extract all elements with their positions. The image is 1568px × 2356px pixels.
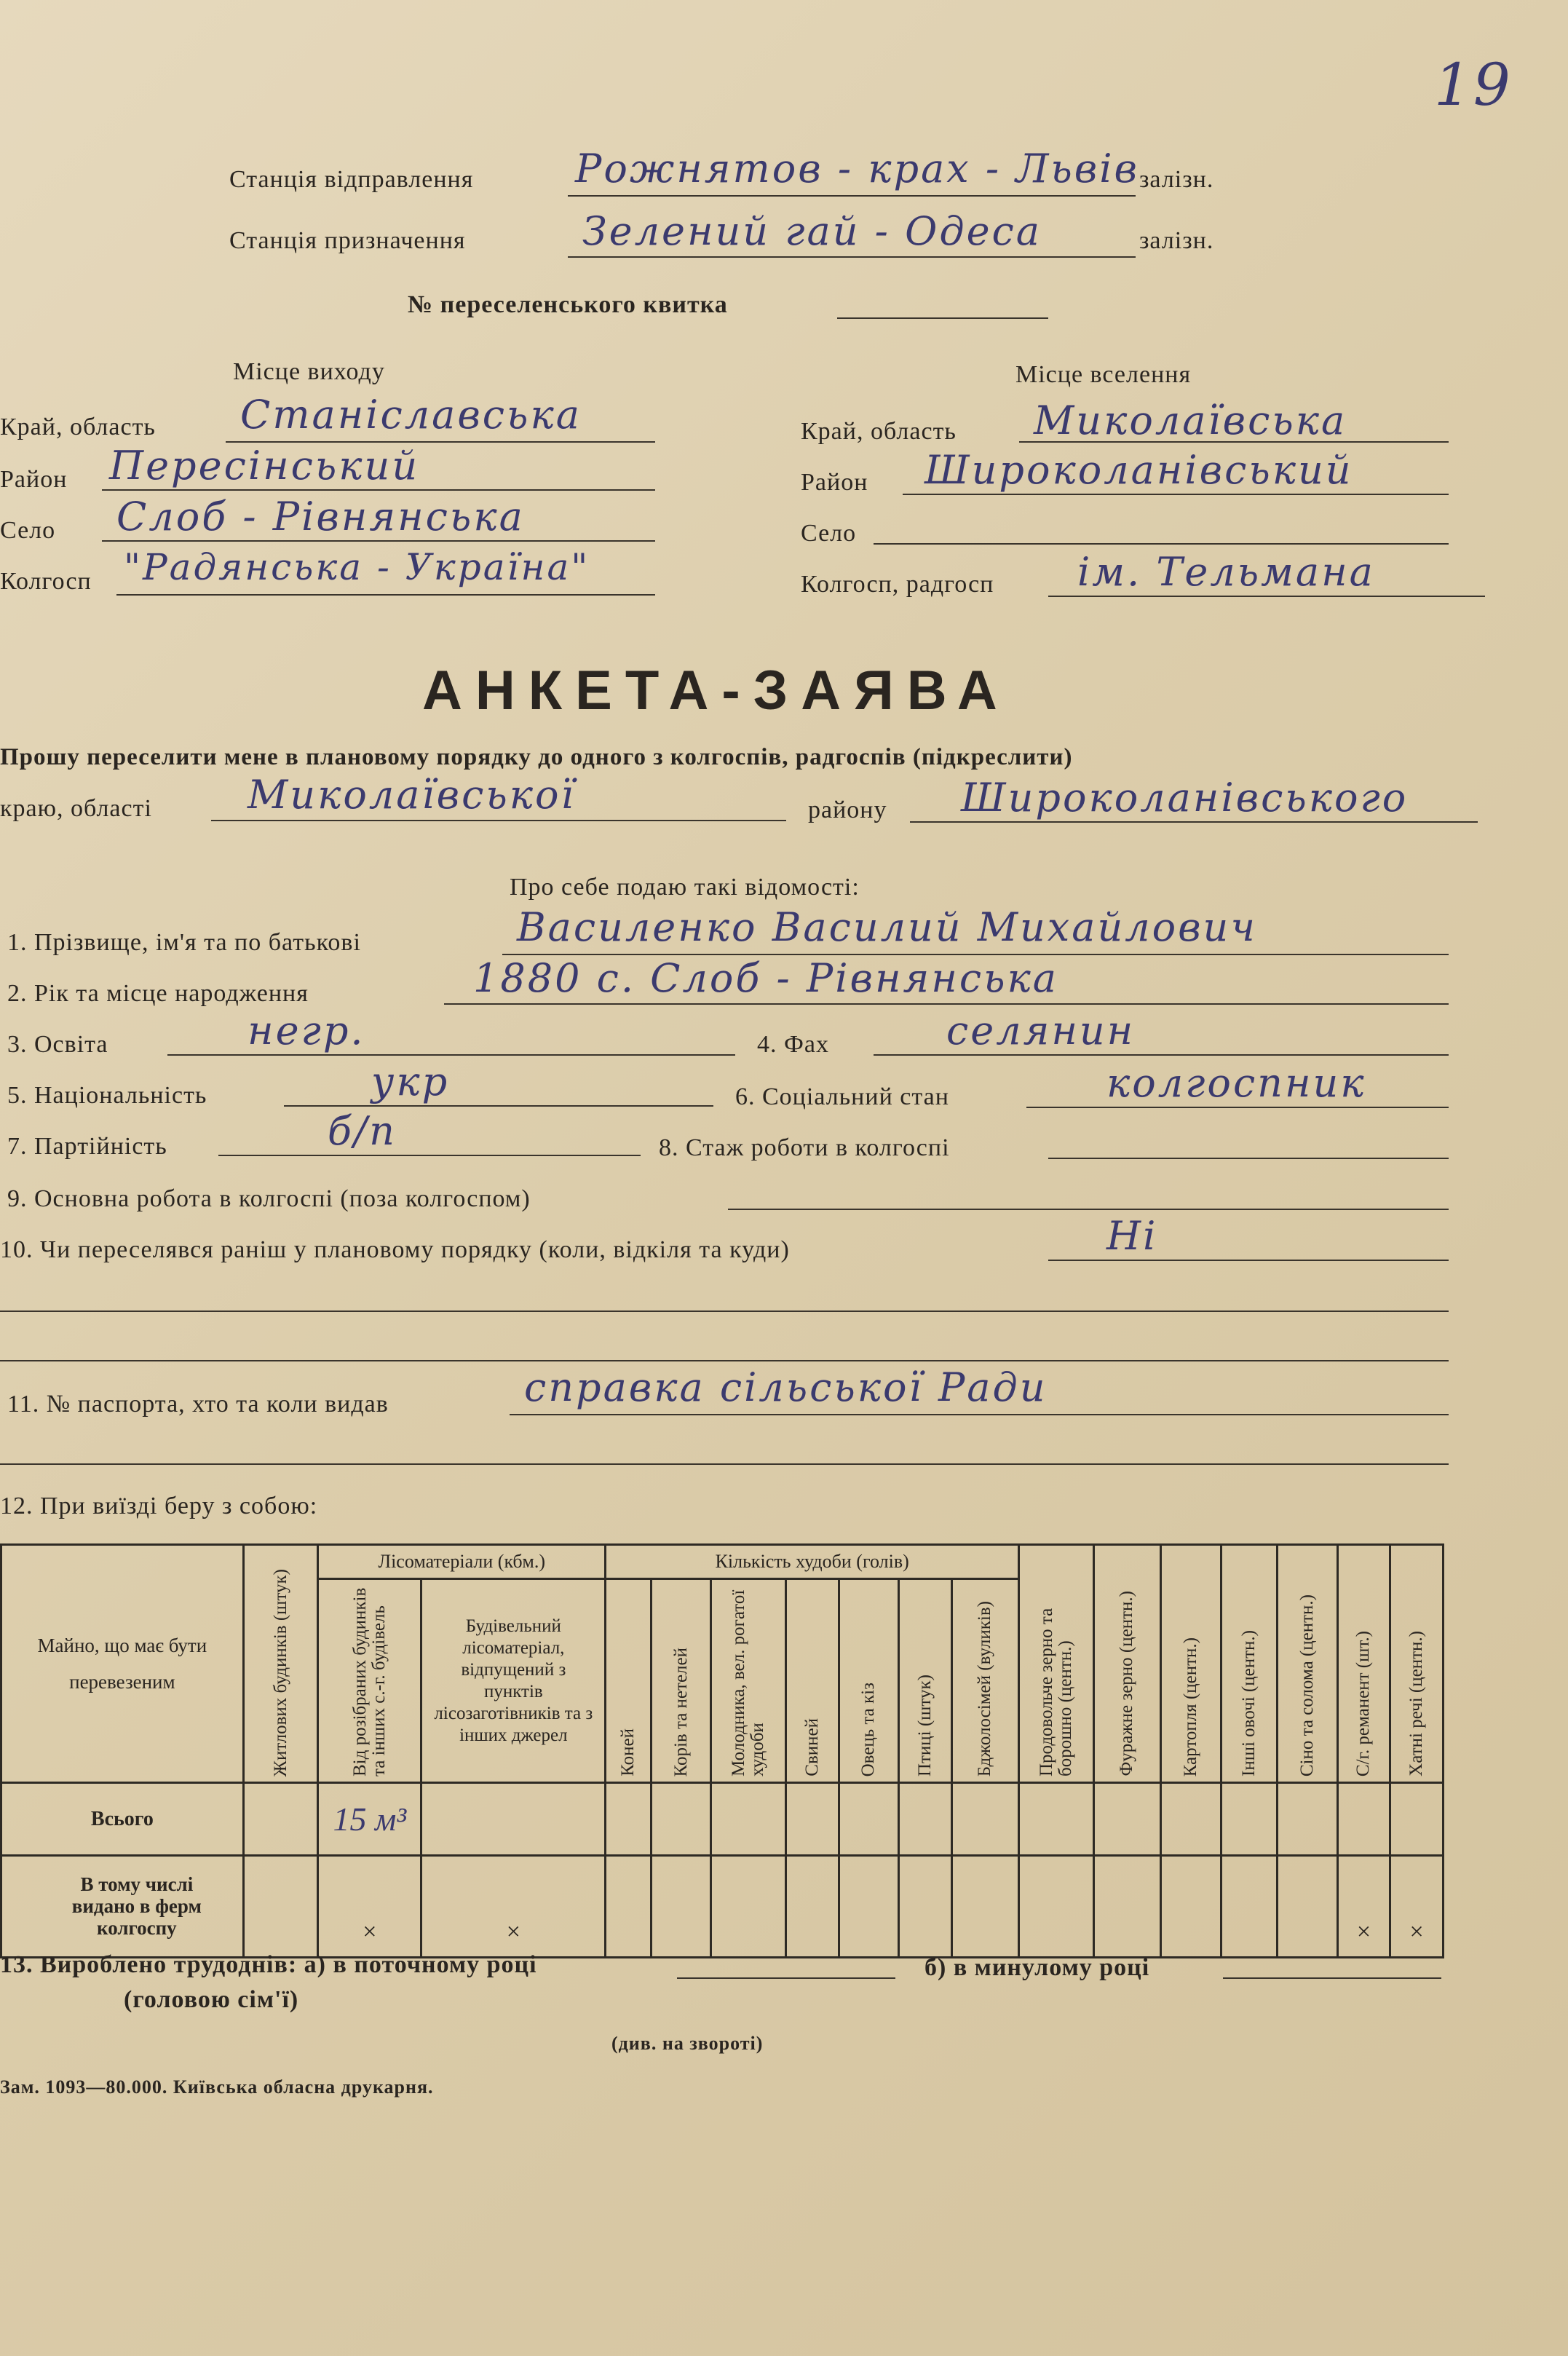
- col-potato: Картопля (центн.): [1161, 1545, 1221, 1783]
- field-2-value: 1880 с. Слоб - Рівнянська: [473, 955, 1058, 1001]
- origin-district-label: Район: [0, 466, 68, 493]
- field-8-label: 8. Стаж роботи в колгоспі: [659, 1134, 950, 1161]
- workdays-label: 13. Вироблено трудоднів: а) в поточному році: [0, 1951, 537, 1978]
- field-6-label: 6. Соціальний стан: [735, 1083, 949, 1110]
- field-12-label: 12. При виїзді беру з собою:: [0, 1493, 318, 1519]
- group-cattle: Кількість худоби (голів): [606, 1545, 1019, 1579]
- col-inventory: С/г. реманент (шт.): [1337, 1545, 1390, 1783]
- form-title: АНКЕТА-ЗАЯВА: [422, 660, 1010, 722]
- origin-district-value: Пересінський: [109, 443, 420, 489]
- destination-kolkhoz-value: ім. Тельмана: [1077, 549, 1375, 595]
- col-buildings: Житлових будинків (штук): [243, 1545, 318, 1783]
- table-row-total: [1, 1783, 1444, 1856]
- origin-region-label: Край, область: [0, 414, 156, 440]
- row-farm-cross-1: ×: [318, 1856, 421, 1958]
- col-bees: Бджолосімей (вуликів): [951, 1579, 1018, 1783]
- destination-district-value: Широколанівський: [924, 447, 1353, 493]
- field-11-label: 11. № паспорта, хто та коли видав: [7, 1391, 389, 1418]
- turn-over-note: (див. на звороті): [611, 2033, 764, 2054]
- col-pigs: Свиней: [785, 1579, 839, 1783]
- railway-suffix-2: залізн.: [1139, 227, 1214, 254]
- printer-note: Зам. 1093—80.000. Київська обласна друкарня.: [0, 2076, 434, 2098]
- col-fodder: Фуражне зерно (центн.): [1093, 1545, 1160, 1783]
- field-6-value: колгоспник: [1106, 1060, 1366, 1106]
- row-total-timber-dismantled: 15 м³: [318, 1783, 421, 1856]
- col-timber-dismantled: Від розібраних будинків та інших с.-г. будівель: [318, 1579, 421, 1783]
- origin-kolkhoz-value: "Радянська - Україна": [124, 546, 590, 588]
- goods-table: [0, 1543, 1444, 1958]
- col-goods: Майно, що має бути перевезеним: [1, 1545, 244, 1783]
- field-10-label: 10. Чи переселявся раніш у плановому порядку (коли, відкіля та куди): [0, 1236, 790, 1263]
- request-region-label: краю, області: [0, 795, 152, 822]
- request-text: Прошу переселити мене в плановому порядку до одного з колгоспів, радгоспів (підкреслити): [0, 744, 1073, 770]
- field-1-value: Василенко Василий Михайлович: [517, 904, 1257, 950]
- destination-region-value: Миколаївська: [1034, 398, 1347, 443]
- departure-station-label: Станція відправлення: [229, 166, 474, 193]
- origin-kolkhoz-label: Колгосп: [0, 568, 92, 595]
- col-household: Хатні речі (центн.): [1390, 1545, 1444, 1783]
- origin-village-label: Село: [0, 517, 56, 544]
- field-2-label: 2. Рік та місце народження: [7, 980, 309, 1007]
- table-row-farm: [1, 1856, 1444, 1958]
- destination-village-label: Село: [801, 520, 857, 547]
- info-heading: Про себе подаю такі відомості:: [510, 874, 860, 901]
- arrival-station-value: Зелений гай - Одеса: [582, 208, 1042, 254]
- last-year-label: б) в минулому році: [924, 1954, 1150, 1981]
- origin-village-value: Слоб - Рівнянська: [116, 494, 525, 539]
- destination-region-label: Край, область: [801, 418, 957, 445]
- field-5-label: 5. Національність: [7, 1082, 207, 1109]
- field-4-label: 4. Фах: [757, 1031, 829, 1058]
- destination-heading: Місце вселення: [1015, 361, 1192, 388]
- row-farm-cross-4: ×: [1390, 1856, 1444, 1958]
- request-district-label: району: [808, 796, 887, 823]
- request-region-value: Миколаївської: [248, 772, 576, 818]
- departure-station-value: Рожнятов - крах - Львів: [575, 146, 1139, 191]
- row-farm-cross-2: ×: [421, 1856, 606, 1958]
- request-district-value: Широколанівського: [961, 775, 1409, 821]
- ticket-label: № переселенського квитка: [408, 291, 728, 318]
- railway-suffix-1: залізн.: [1139, 166, 1214, 193]
- field-5-value: укр: [371, 1059, 450, 1104]
- destination-kolkhoz-label: Колгосп, радгосп: [801, 571, 994, 598]
- col-young: Молодника, вел. рогатої худоби: [711, 1579, 786, 1783]
- field-3-value: негр.: [248, 1008, 365, 1054]
- field-11-value: справка сільської Ради: [524, 1364, 1048, 1410]
- origin-region-value: Станіславська: [240, 392, 582, 438]
- field-7-label: 7. Партійність: [7, 1133, 167, 1160]
- col-grain: Продовольче зерно та борошно (центн.): [1019, 1545, 1094, 1783]
- field-1-label: 1. Прізвище, ім'я та по батькові: [7, 929, 361, 956]
- col-horses: Коней: [606, 1579, 652, 1783]
- origin-heading: Місце виходу: [233, 358, 385, 385]
- col-hay: Сіно та солома (центн.): [1278, 1545, 1338, 1783]
- col-cows: Корів та нетелей: [651, 1579, 711, 1783]
- arrival-station-label: Станція призначення: [229, 227, 466, 254]
- field-10-value: Ні: [1106, 1213, 1158, 1259]
- col-birds: Птиці (штук): [899, 1579, 952, 1783]
- col-sheep: Овець та кіз: [839, 1579, 899, 1783]
- field-3-label: 3. Освіта: [7, 1031, 108, 1058]
- group-timber: Лісоматеріали (кбм.): [318, 1545, 606, 1579]
- destination-district-label: Район: [801, 469, 868, 496]
- workdays-sub: (головою сім'ї): [124, 1986, 299, 2013]
- col-veg: Інші овочі (центн.): [1221, 1545, 1278, 1783]
- row-total-label: Всього: [1, 1783, 244, 1856]
- field-7-value: б/п: [328, 1108, 397, 1154]
- row-farm-label: В тому числі видано в ферм колгоспу: [1, 1856, 244, 1958]
- row-farm-cross-3: ×: [1337, 1856, 1390, 1958]
- field-9-label: 9. Основна робота в колгоспі (поза колгоспом): [7, 1185, 531, 1212]
- field-4-value: селянин: [946, 1008, 1136, 1054]
- col-timber-building: Будівельний лісоматеріал, відпущений з пунктів лісозаготівників та з інших джерел: [421, 1579, 606, 1783]
- page-number: 19: [1434, 51, 1513, 119]
